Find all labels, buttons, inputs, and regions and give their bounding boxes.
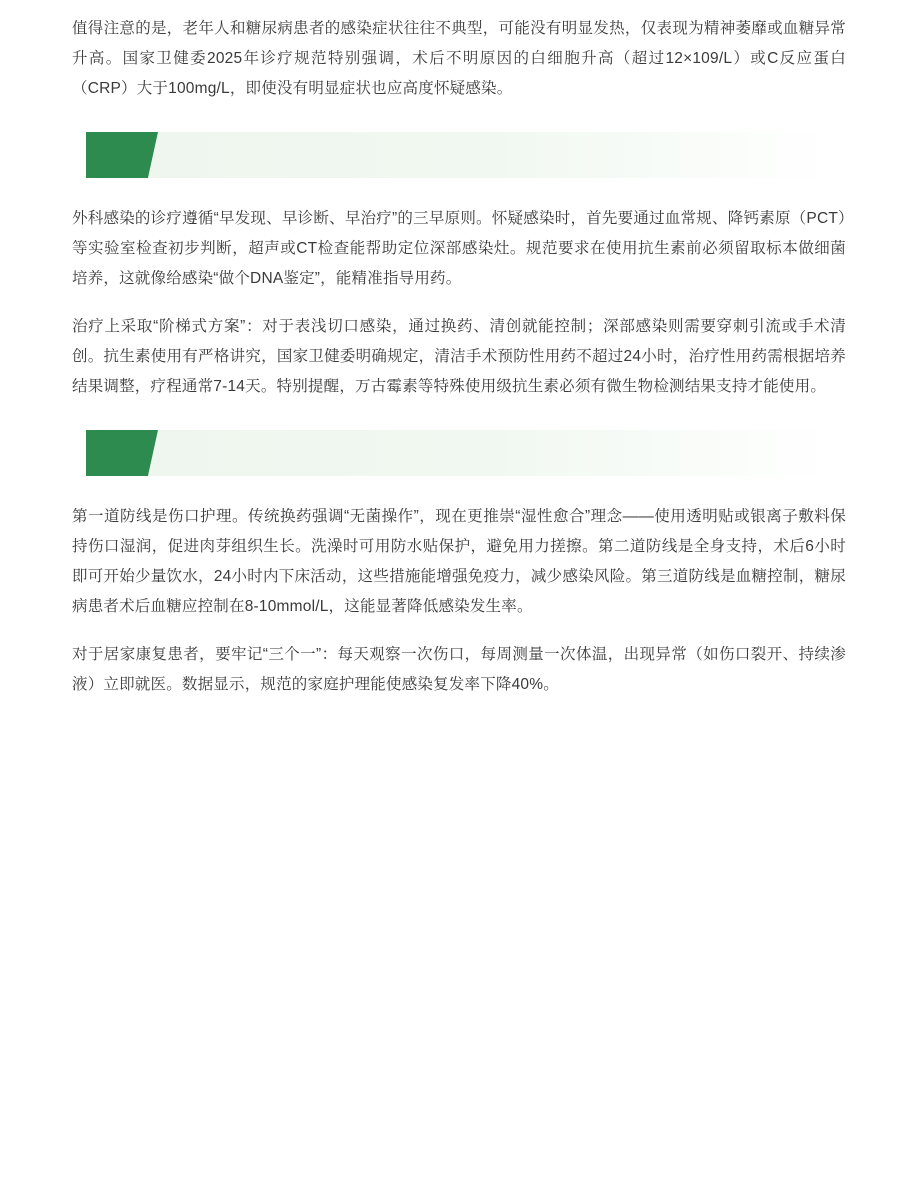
- section-banner-diagnosis: [72, 132, 846, 178]
- paragraph-home-care-three-ones: 对于居家康复患者，要牢记“三个一”：每天观察一次伤口，每周测量一次体温，出现异常（如伤口裂开、持续渗液）立即就医。数据显示，规范的家庭护理能使感染复发率下降40%。: [72, 646, 846, 693]
- banner-background: [86, 132, 834, 178]
- banner-background: [86, 430, 834, 476]
- banner-accent-tab-icon: [86, 132, 158, 178]
- section-banner-prevention: [72, 430, 846, 476]
- paragraph-three-early-principles: 外科感染的诊疗遵循“早发现、早诊断、早治疗”的三早原则。怀疑感染时，首先要通过血常规、降钙素原（PCT）等实验室检查初步判断，超声或CT检查能帮助定位深部感染灶。规范要求在使用抗生素前必须留取标本做细菌培养，这就像给感染“做个DNA鉴定”，能精准指导用药。: [72, 210, 846, 287]
- paragraph-three-defense-lines: 第一道防线是伤口护理。传统换药强调“无菌操作”，现在更推崇“湿性愈合”理念——使用透明贴或银离子敷料保持伤口湿润，促进肉芽组织生长。洗澡时可用防水贴保护，避免用力搓擦。第二道防线是全身支持，术后6小时即可开始少量饮水，24小时内下床活动，这些措施能增强免疫力，减少感染风险。第三道防线是血糖控制，糖尿病患者术后血糖应控制在8-10mmol/L，这能显著降低感染发生率。: [72, 508, 846, 615]
- paragraph-atypical-symptoms: 值得注意的是，老年人和糖尿病患者的感染症状往往不典型，可能没有明显发热，仅表现为精神萎靡或血糖异常升高。国家卫健委2025年诊疗规范特别强调，术后不明原因的白细胞升高（超过12×109/L）或C反应蛋白（CRP）大于100mg/L，即使没有明显症状也应高度怀疑感染。: [72, 20, 846, 97]
- banner-accent-tab-icon: [86, 430, 158, 476]
- paragraph-stepwise-treatment: 治疗上采取“阶梯式方案”：对于表浅切口感染，通过换药、清创就能控制；深部感染则需要穿刺引流或手术清创。抗生素使用有严格讲究，国家卫健委明确规定，清洁手术预防性用药不超过24小时，治疗性用药需根据培养结果调整，疗程通常7-14天。特别提醒，万古霉素等特殊使用级抗生素必须有微生物检测结果支持才能使用。: [72, 318, 846, 395]
